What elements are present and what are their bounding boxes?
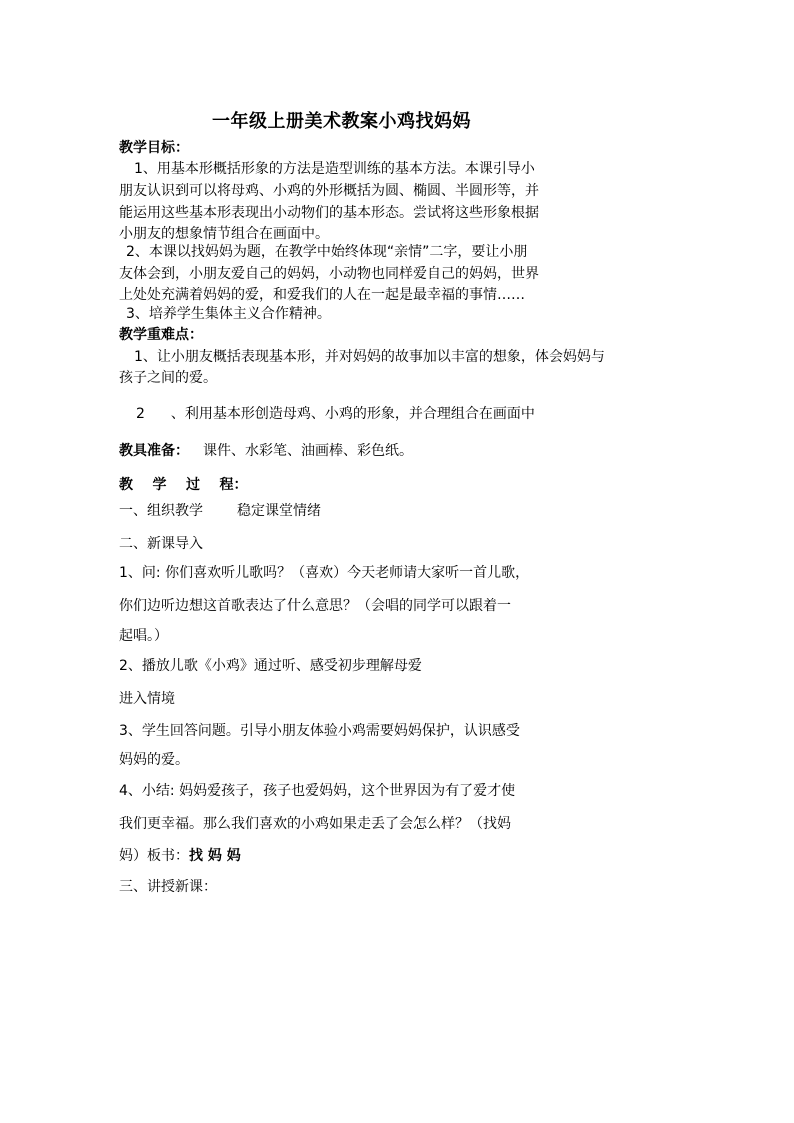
para3-line1: 3、学生回答问题。引导小朋友体验小鸡需要妈妈保护，认识感受 [119, 723, 520, 739]
tools-heading: 教具准备： [119, 443, 189, 459]
para1-line1: 1、问: 你们喜欢听儿歌吗？（喜欢）今天老师请大家听一首儿歌， [119, 565, 530, 581]
para1-line3: 起唱。） [119, 628, 168, 644]
key2-line [136, 405, 535, 423]
step3-line: 三、讲授新课： [119, 879, 217, 895]
key2-number: 2 [136, 406, 145, 422]
step2-line: 二、新课导入 [119, 536, 203, 552]
goal3-line: 3、培养学生集体主义合作精神。 [126, 306, 331, 322]
para4-line3 [119, 847, 241, 865]
key1-line2: 孩子之间的爱。 [119, 370, 217, 386]
para3-line2: 妈妈的爱。 [119, 752, 189, 768]
step1-label: 一、组织教学 [119, 503, 203, 519]
page-title: 一年级上册美术教案小鸡找妈妈 [212, 111, 471, 132]
para2-line2: 进入情境 [119, 691, 175, 707]
goal1-line4: 小朋友的想象情节组合在画面中。 [119, 226, 329, 242]
step1-note: 稳定课堂情绪 [237, 503, 321, 519]
step1-line [119, 502, 321, 520]
goal2-line2: 友体会到，小朋友爱自己的妈妈，小动物也同样爱自己的妈妈，世界 [119, 266, 539, 282]
process-heading: 教 学 过 程： [119, 477, 248, 493]
key1-line1: 1、让小朋友概括表现基本形，并对妈妈的故事加以丰富的想象，体会妈妈与 [134, 349, 605, 365]
para4-last-text: 妈）板书： [119, 848, 189, 864]
goal2-line1: 2、本课以找妈妈为题，在教学中始终体现“亲情”二字，要让小朋 [126, 244, 528, 260]
goals-heading: 教学目标： [119, 140, 189, 156]
goal1-line1: 1、用基本形概括形象的方法是造型训练的基本方法。本课引导小 [134, 161, 535, 177]
para1-line2: 你们边听边想这首歌表达了什么意思？（会唱的同学可以跟着一 [119, 598, 511, 614]
para4-line2: 我们更幸福。那么我们喜欢的小鸡如果走丢了会怎么样？（找妈 [119, 816, 511, 832]
goal2-line3: 上处处充满着妈妈的爱，和爱我们的人在一起是最幸福的事情…… [119, 287, 525, 303]
tools-text: 课件、水彩笔、油画棒、彩色纸。 [203, 443, 413, 459]
tools-line [119, 442, 413, 460]
goal1-line3: 能运用这些基本形表现出小动物们的基本形态。尝试将这些形象根据 [119, 205, 539, 221]
para4-line1: 4、小结: 妈妈爱孩子，孩子也爱妈妈，这个世界因为有了爱才使 [119, 783, 516, 799]
goal1-line2: 朋友认识到可以将母鸡、小鸡的外形概括为圆、椭圆、半圆形等，并 [119, 183, 539, 199]
board-title: 找 妈 妈 [189, 848, 241, 864]
para2-line1: 2、播放儿歌《小鸡》通过听、感受初步理解母爱 [119, 658, 422, 674]
key-heading: 教学重难点： [119, 327, 203, 343]
key2-text: 、利用基本形创造母鸡、小鸡的形象，并合理组合在画面中 [170, 406, 535, 422]
